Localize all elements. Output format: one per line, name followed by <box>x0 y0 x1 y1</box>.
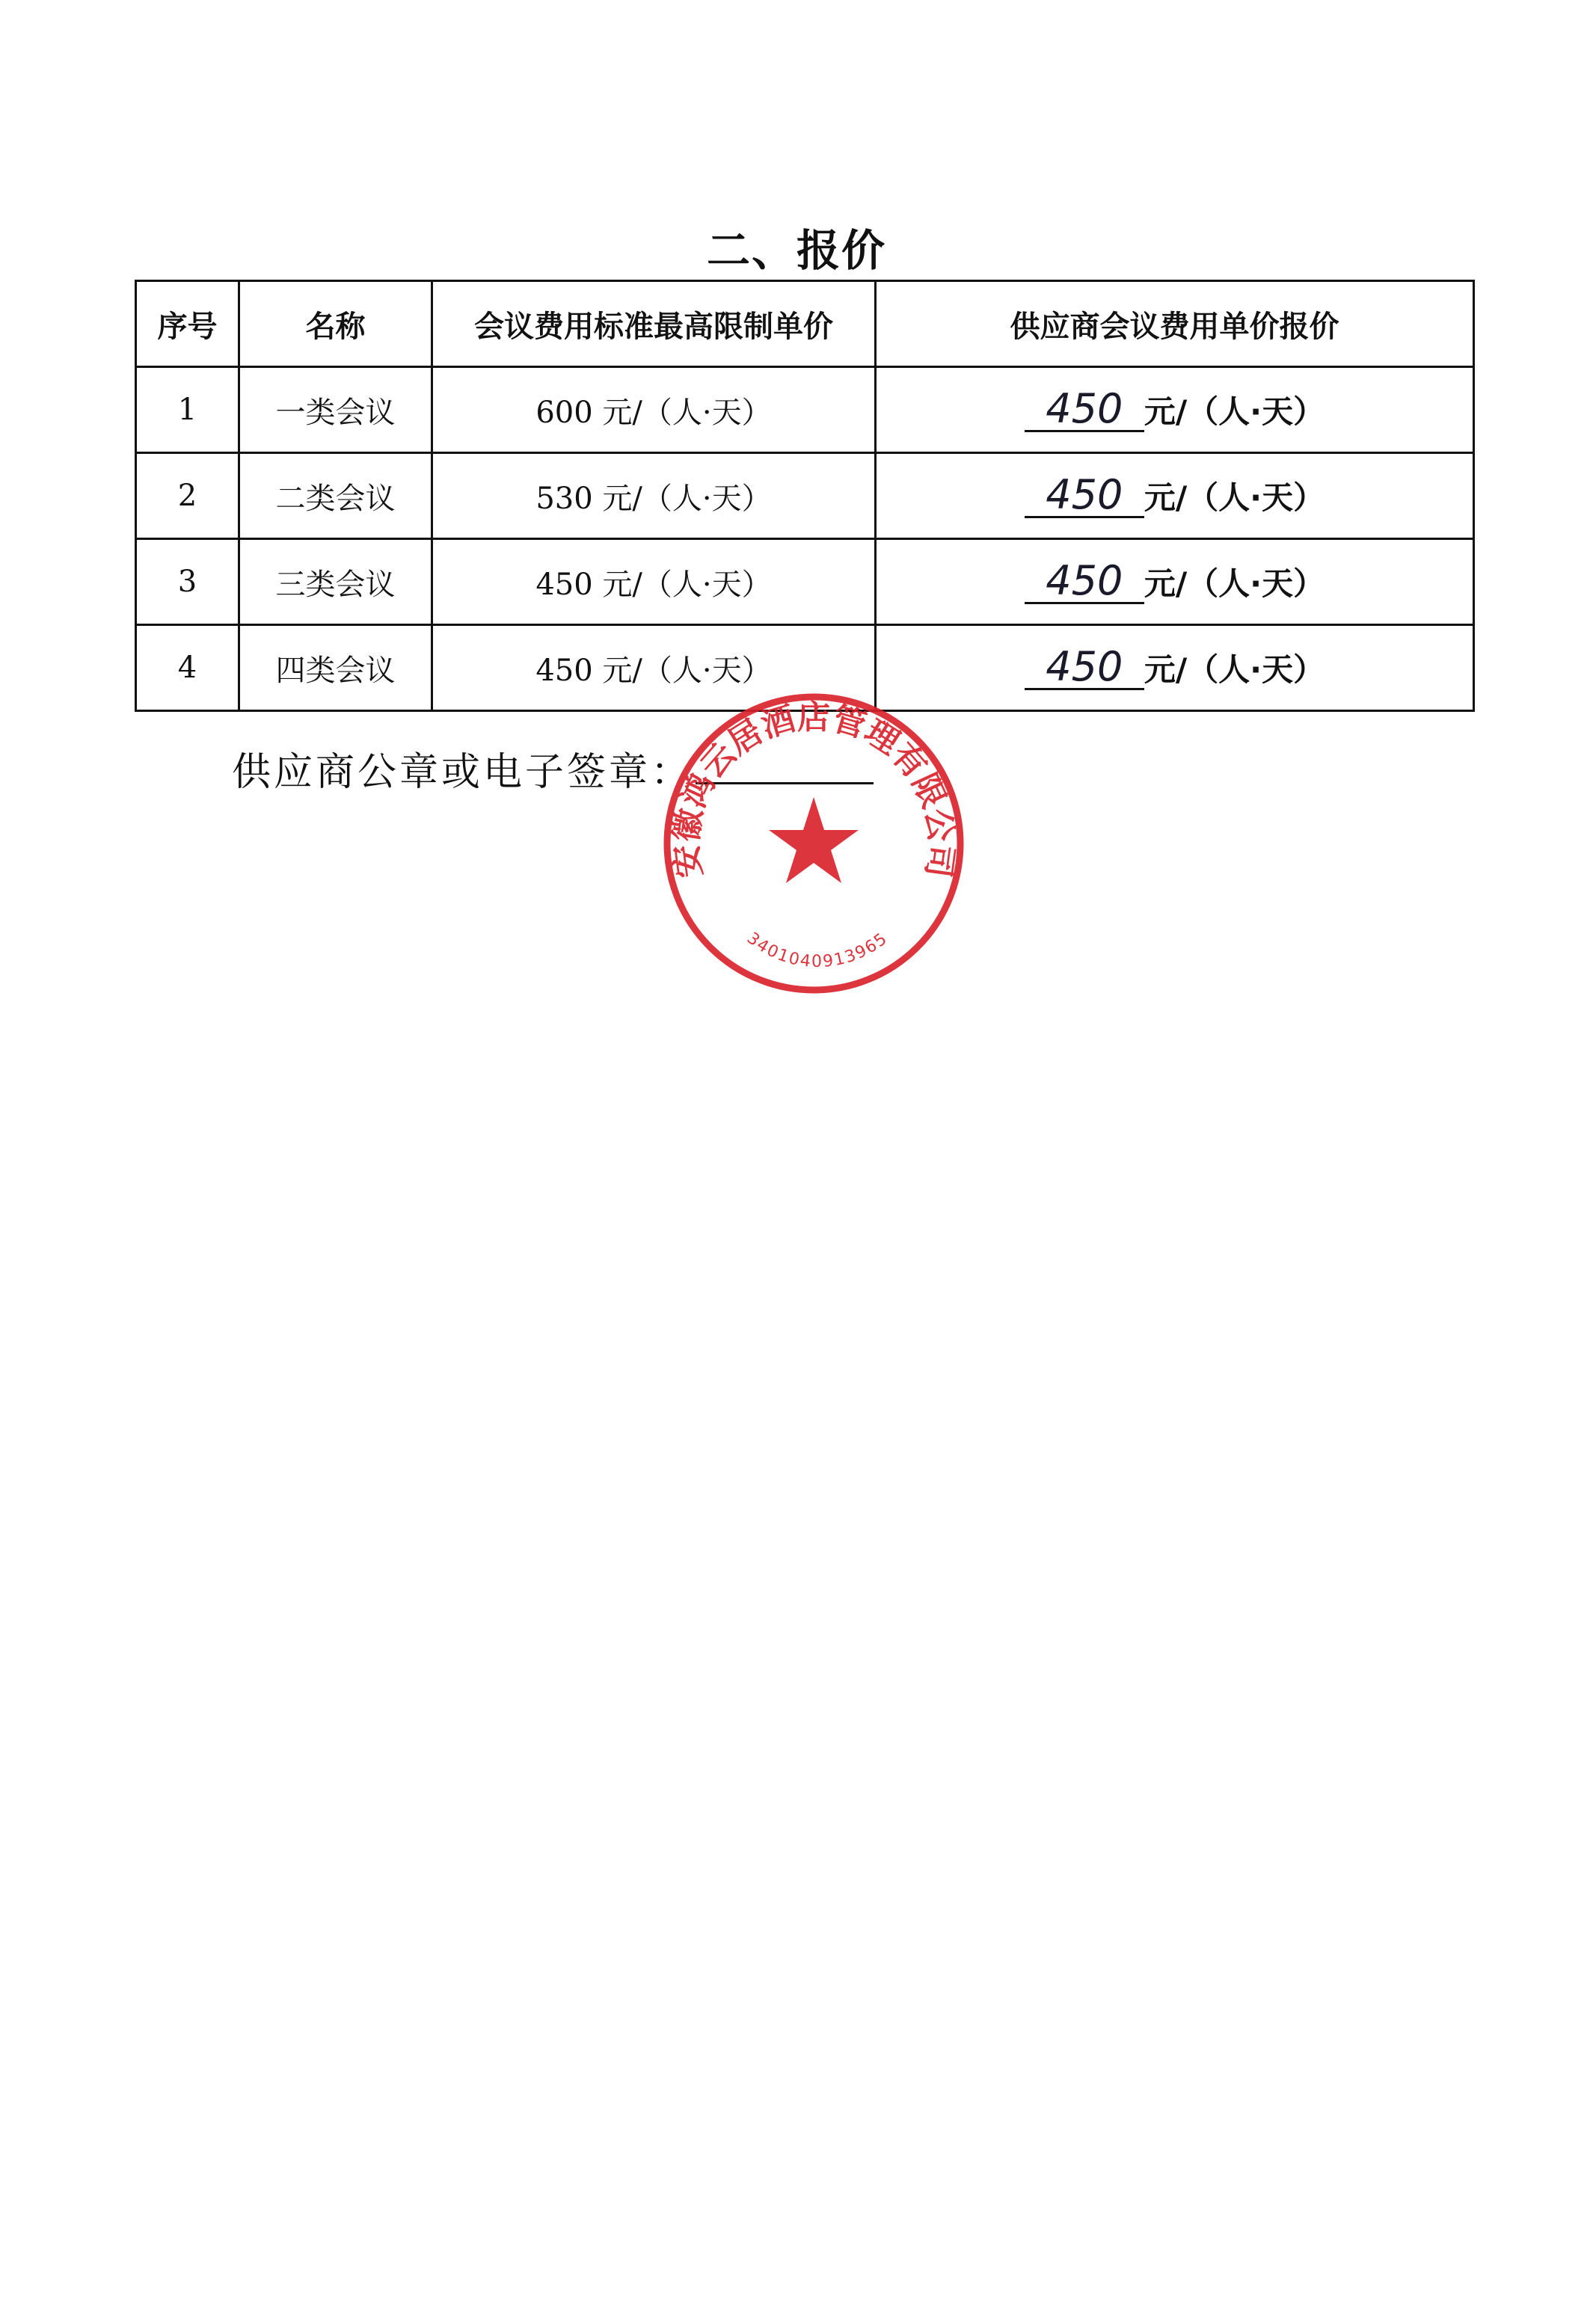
handwritten-quote-value: 450 <box>1025 474 1144 518</box>
quote-unit: 元/（人·天） <box>1144 565 1325 602</box>
quote-table <box>135 280 1475 712</box>
row-no: 4 <box>136 625 239 711</box>
header-no: 序号 <box>136 281 239 367</box>
row-no: 1 <box>136 367 239 453</box>
row-no: 2 <box>136 453 239 539</box>
header-quote: 供应商会议费用单价报价 <box>876 281 1474 367</box>
row-quote <box>876 367 1474 453</box>
seal-number: 3401040913965 <box>743 929 892 971</box>
header-max-price: 会议费用标准最高限制单价 <box>432 281 876 367</box>
row-name: 三类会议 <box>239 539 432 625</box>
row-name: 四类会议 <box>239 625 432 711</box>
table-row <box>136 453 1474 539</box>
star-icon <box>769 797 859 883</box>
row-max-price: 450 元/（人·天） <box>432 539 876 625</box>
table-row <box>136 539 1474 625</box>
row-max-price: 530 元/（人·天） <box>432 453 876 539</box>
page-title: 二、报价 <box>706 225 886 276</box>
seal-company-name: 安徽鸿云居酒店管理有限公司 <box>666 698 961 880</box>
quote-unit: 元/（人·天） <box>1144 651 1325 688</box>
company-seal-stamp <box>657 686 971 1000</box>
row-no: 3 <box>136 539 239 625</box>
row-max-price: 450 元/（人·天） <box>432 625 876 711</box>
header-name: 名称 <box>239 281 432 367</box>
row-quote <box>876 453 1474 539</box>
row-quote <box>876 539 1474 625</box>
handwritten-quote-value: 450 <box>1025 560 1144 604</box>
table-row <box>136 367 1474 453</box>
row-name: 一类会议 <box>239 367 432 453</box>
row-max-price: 600 元/（人·天） <box>432 367 876 453</box>
quote-unit: 元/（人·天） <box>1144 479 1325 516</box>
handwritten-quote-value: 450 <box>1025 388 1144 432</box>
quote-unit: 元/（人·天） <box>1144 393 1325 430</box>
signature-label: 供应商公章或电子签章： <box>232 750 693 795</box>
row-name: 二类会议 <box>239 453 432 539</box>
handwritten-quote-value: 450 <box>1025 646 1144 690</box>
table-header-row <box>136 281 1474 367</box>
